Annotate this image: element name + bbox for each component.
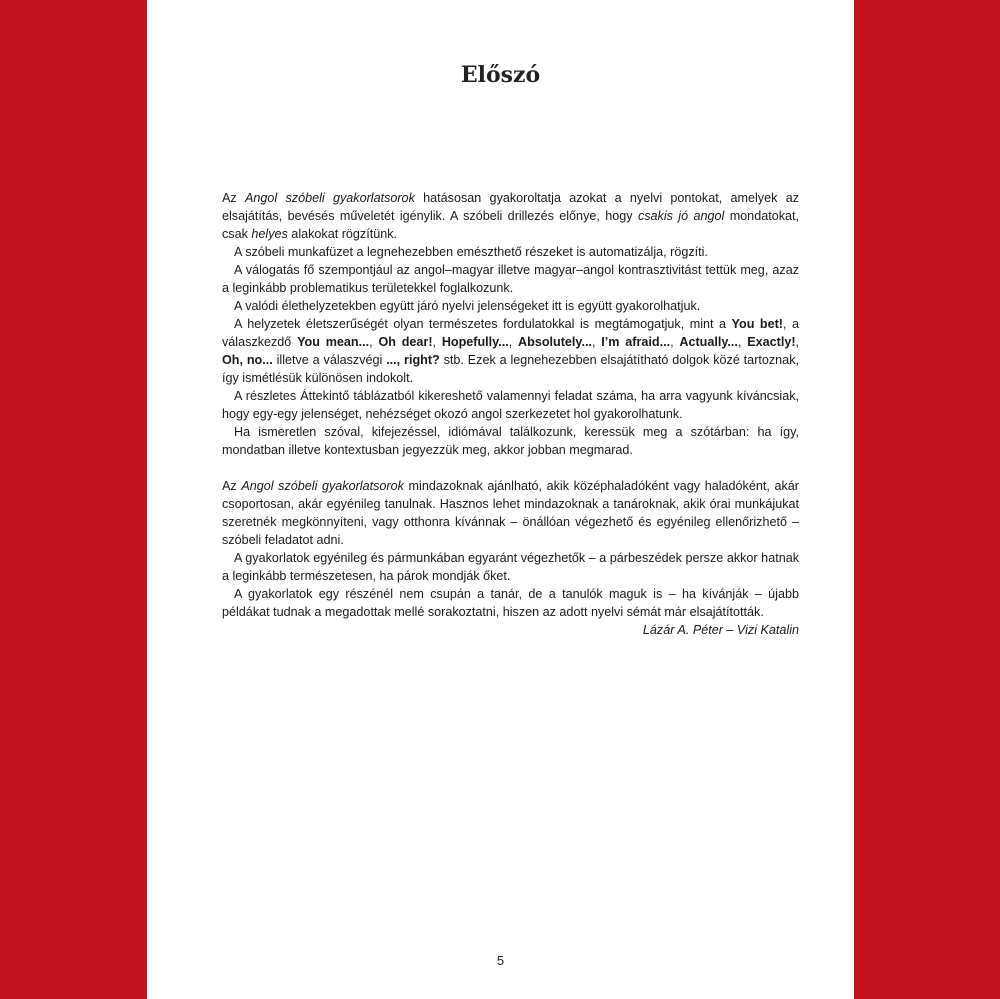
emphasis: csakis jó angol [637, 209, 725, 223]
paragraph-7: Ha ismeretlen szóval, kifejezéssel, idiómával találkozunk, keressük meg a szótárban: ha így, mondatban illetve kontextusban jegyezzük meg, akkor jobban megmarad. [222, 425, 799, 457]
text-run: alakokat rögzítünk. [287, 227, 398, 241]
paragraph-8 [222, 477, 799, 549]
page-number: 5 [496, 953, 505, 968]
paragraph-10: A gyakorlatok egy részénél nem csupán a tanár, de a tanulók maguk is – ha kívánják – újabb példákat tudnak a megadottak mellé sorakoztatni, hiszen az adott nyelvi sémát már elsajátították. [222, 587, 799, 619]
text-run: mondatokat, csak [222, 209, 799, 241]
page-title: Előszó [460, 62, 541, 88]
text-run: , [432, 335, 442, 349]
book-title: Angol szóbeli gyakorlatsorok [241, 479, 404, 493]
emphasis: helyes [251, 227, 288, 241]
phrase: Hopefully... [441, 335, 509, 349]
paragraph-1 [222, 189, 799, 243]
phrase: Actually... [679, 335, 738, 349]
phrase: Absolutely... [518, 335, 592, 349]
text-run: , a válaszkezdő [222, 317, 799, 349]
text-run: A helyzetek életszerűségét olyan természetes fordulatokkal is megtámogatjuk, mint a [234, 317, 732, 331]
text-run: illetve a válaszvégi [272, 353, 387, 367]
text-run: , [737, 335, 748, 349]
text-run: Az [222, 191, 245, 205]
text-run: , [670, 335, 680, 349]
text-run: , [369, 335, 379, 349]
phrase: Oh, no... [222, 353, 273, 367]
paragraph-6: A részletes Áttekintő táblázatból kikereshető valamennyi feladat száma, ha arra vagyunk kíváncsiak, hogy egy-egy jelenséget, nehézséget okozó angol szerkezetet hol gyakorolhatunk. [222, 389, 799, 421]
text-run: stb. Ezek a legnehezebben elsajátítható dolgok közé tartoznak, így ismétlésük különösen indokolt. [222, 353, 799, 385]
phrase: Exactly! [747, 335, 796, 349]
paragraph-4: A valódi élethelyzetekben együtt járó nyelvi jelenségeket itt is együtt gyakorolhatjuk. [234, 299, 701, 313]
text-run: mindazoknak ajánlható, akik középhaladóként vagy haladóként, akár csoportosan, akár egyénileg tanulnak. Hasznos lehet mindazoknak a tanároknak, akik órai munkájukat szeretnék megkönnyíteni, vagy otthonra kívánnak – önállóan végezhető és egyénileg ellenőrizhető – szóbeli feladatot adni. [222, 479, 799, 547]
paragraph-2: A szóbeli munkafüzet a legnehezebben emészthető részeket is automatizálja, rögzíti. [234, 245, 708, 259]
phrase: I’m afraid... [601, 335, 671, 349]
phrase: You mean... [297, 335, 370, 349]
book-page [147, 0, 854, 999]
phrase: You bet! [731, 317, 783, 331]
paragraph-5 [222, 315, 799, 387]
paragraph-9: A gyakorlatok egyénileg és pármunkában egyaránt végezhetők – a párbeszédek persze akkor hatnak a leginkább természetesen, ha párok mondják őket. [222, 551, 799, 583]
text-run: , [592, 335, 602, 349]
author-signature: Lázár A. Péter – Vizi Katalin [642, 623, 799, 637]
text-run: , [508, 335, 519, 349]
text-run: hatásosan gyakoroltatja azokat a nyelvi pontokat, amelyek az elsajátítás, bevésés műveletét igénylik. A szóbeli drillezés előnye, hogy [222, 191, 799, 223]
text-run: Az [222, 479, 242, 493]
phrase: Oh dear! [378, 335, 433, 349]
book-title: Angol szóbeli gyakorlatsorok [244, 191, 415, 205]
preface-body [222, 189, 799, 639]
paragraph-3: A válogatás fő szempontjául az angol–magyar illetve magyar–angol kontrasztivitást tettük meg, azaz a leginkább problematikus területekkel foglalkozunk. [222, 263, 799, 295]
text-run: , [795, 335, 800, 349]
phrase: ..., right? [386, 353, 440, 367]
